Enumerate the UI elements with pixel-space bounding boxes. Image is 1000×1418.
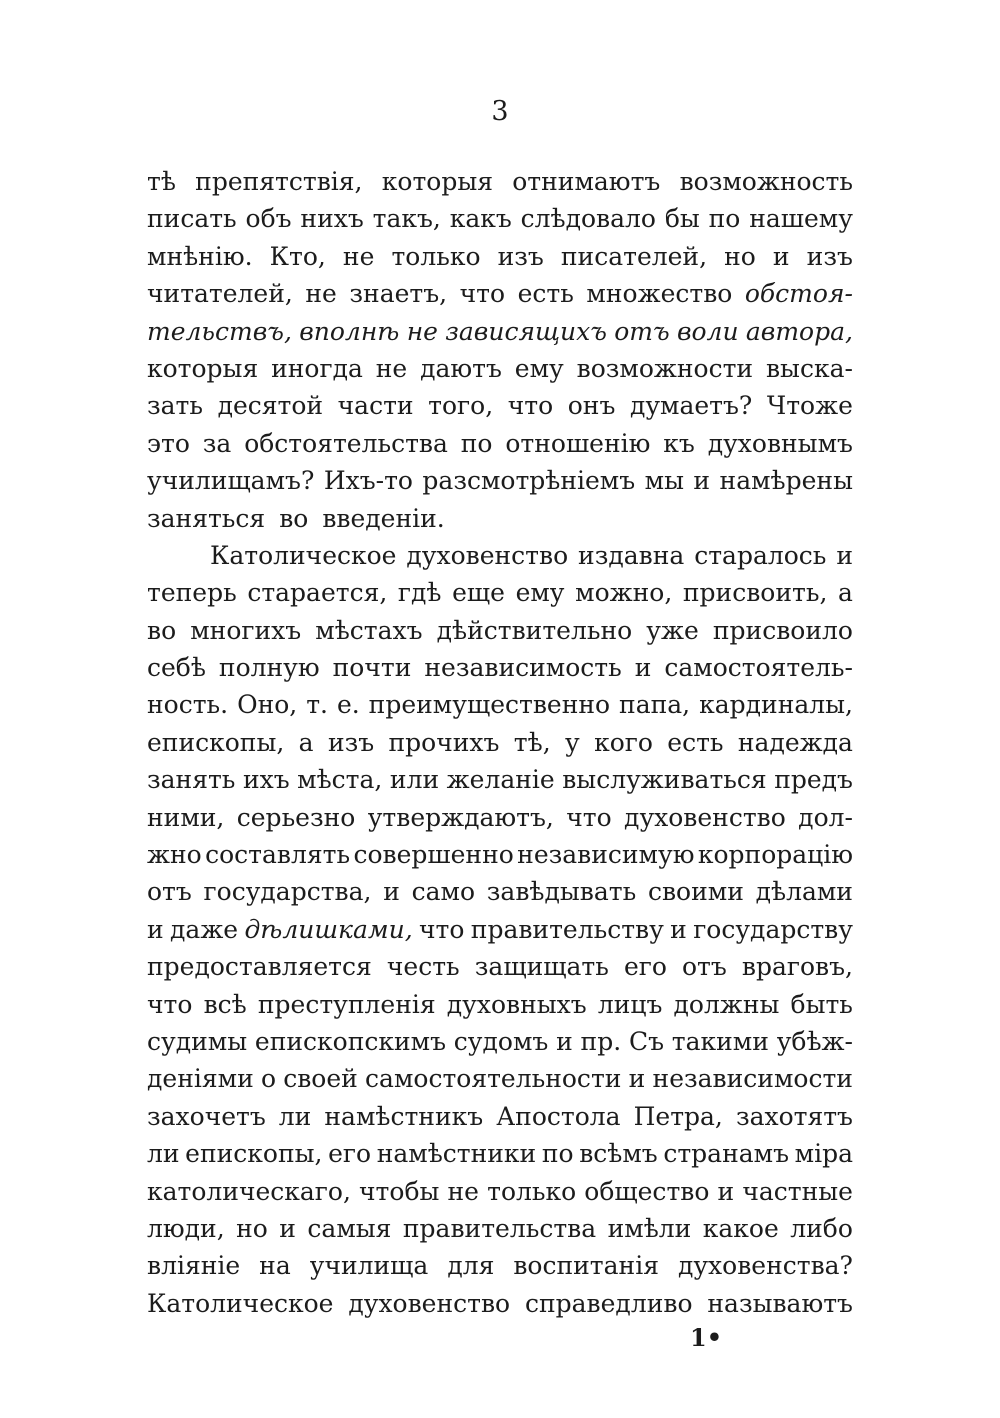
word: честь <box>386 952 460 982</box>
word: намѣстники <box>376 1139 537 1169</box>
word: судомъ <box>453 1026 549 1056</box>
word: отнимаютъ <box>512 167 661 196</box>
word: онъ <box>567 391 616 421</box>
word: множество <box>586 279 733 309</box>
word: и <box>383 877 400 907</box>
word: даютъ <box>420 353 502 383</box>
word: почти <box>332 653 412 683</box>
word: такъ, <box>372 204 441 234</box>
word: десятой <box>217 391 324 421</box>
word: училищамъ? <box>147 466 315 496</box>
word: дѣйствительно <box>436 615 633 645</box>
word: для <box>447 1251 495 1281</box>
word: мнѣнію. <box>147 241 253 271</box>
word: изъ <box>497 241 544 271</box>
word: препятствія, <box>195 167 363 196</box>
text-line <box>147 163 853 200</box>
word: независимости <box>652 1064 853 1094</box>
word: Апостола <box>496 1101 621 1131</box>
word: ность. <box>147 690 229 720</box>
text-line <box>147 1173 853 1210</box>
word: которыя <box>381 167 493 196</box>
word: дѣлишками, <box>244 914 413 944</box>
word: и <box>634 653 652 683</box>
word: ему <box>514 353 564 383</box>
word: имѣли <box>607 1213 692 1243</box>
word: духовныхъ <box>446 989 587 1019</box>
word: на <box>259 1251 291 1281</box>
word: деніями <box>147 1064 254 1094</box>
text-line <box>147 1060 853 1097</box>
word: или <box>389 765 440 795</box>
word: обстоятельства <box>244 428 448 458</box>
word: и <box>693 466 711 496</box>
word: у <box>565 727 580 757</box>
word: только <box>391 241 481 271</box>
word: есть <box>517 279 574 309</box>
word: что <box>147 989 193 1019</box>
word: намѣрены <box>719 466 853 496</box>
word: надежда <box>737 727 853 757</box>
word: дѣлами <box>755 877 853 907</box>
text-line <box>147 1023 853 1060</box>
text-line <box>147 836 853 873</box>
word: и <box>836 540 853 570</box>
word: старалось <box>694 540 827 570</box>
word: самостоятельности <box>365 1064 622 1094</box>
word: Чтоже <box>766 391 853 421</box>
word: старается, <box>247 578 388 608</box>
word: духовенство <box>624 802 786 832</box>
word: многихъ <box>190 615 302 645</box>
word: мѣстахъ <box>315 615 423 645</box>
word: пр. <box>580 1026 622 1056</box>
word: епископскимъ <box>254 1026 447 1056</box>
text-line <box>147 612 853 649</box>
text-line <box>147 350 853 387</box>
word: е. <box>336 690 360 720</box>
word: предъ <box>774 765 853 795</box>
word: и <box>670 914 687 944</box>
text-line <box>147 462 853 499</box>
word: епископы, <box>147 727 285 757</box>
word: міра <box>794 1139 853 1169</box>
word: отношенію <box>505 428 651 458</box>
text-line <box>147 1285 853 1322</box>
word: ему <box>515 578 565 608</box>
word: и <box>147 914 164 944</box>
word: ними, <box>147 802 225 832</box>
word: занять <box>147 765 236 795</box>
word: что <box>507 391 554 421</box>
word: всѣмъ <box>579 1139 658 1169</box>
text-line <box>147 200 853 237</box>
word: преимущественно <box>368 690 611 720</box>
word: Католическое <box>210 540 397 570</box>
word: такими <box>671 1026 769 1056</box>
word: лицъ <box>597 989 663 1019</box>
word: писать <box>147 204 237 234</box>
text-line <box>147 275 853 312</box>
text-line <box>147 761 853 798</box>
word: что <box>459 279 506 309</box>
word: училища <box>309 1251 429 1281</box>
word: правительству <box>470 914 664 944</box>
word: правительства <box>402 1213 597 1243</box>
word: кардиналы, <box>699 690 853 720</box>
word: есть <box>667 727 724 757</box>
word: о <box>260 1064 277 1094</box>
word: отъ <box>682 952 727 982</box>
word: во <box>147 615 177 645</box>
text-line <box>147 948 853 985</box>
word: нихъ <box>300 204 364 234</box>
word: само <box>411 877 476 907</box>
text-line <box>147 238 853 275</box>
word: ли <box>147 1139 180 1169</box>
word: что <box>566 802 612 832</box>
word: убѣж- <box>776 1026 853 1056</box>
word: тѣ, <box>513 727 551 757</box>
word: серьезно <box>236 802 356 832</box>
word: тѣ <box>147 167 176 196</box>
word: преступленія <box>257 989 436 1019</box>
word: Католическое <box>147 1288 334 1318</box>
text-line <box>147 313 853 350</box>
word: духовенство <box>406 540 569 570</box>
word: выслуживаться <box>562 765 767 795</box>
word: предоставляется <box>147 952 372 982</box>
word: возможности <box>576 353 754 383</box>
word: прочихъ <box>388 727 500 757</box>
word: независимость <box>424 653 622 683</box>
text-line <box>147 387 853 424</box>
text-line <box>147 724 853 761</box>
word: теперь <box>147 578 237 608</box>
word: справедливо <box>524 1288 693 1318</box>
word: папа, <box>619 690 691 720</box>
text-line <box>147 873 853 910</box>
text-line <box>147 1247 853 1284</box>
word: а <box>838 578 853 608</box>
word: т. <box>306 690 328 720</box>
word: которыя <box>147 353 259 383</box>
word: еще <box>452 578 505 608</box>
word: выска- <box>765 353 853 383</box>
word: духовенство <box>348 1288 511 1318</box>
word: самостоятель- <box>664 653 853 683</box>
word: не <box>406 316 438 346</box>
text-line <box>147 649 853 686</box>
text-line <box>147 500 853 537</box>
word: нашему <box>749 204 853 234</box>
word: того, <box>428 391 494 421</box>
word: разсмотрѣніемъ <box>422 466 636 496</box>
word: жно <box>147 840 202 870</box>
word: какое <box>702 1213 779 1243</box>
word: судимы <box>147 1026 248 1056</box>
word: Кто, <box>269 241 326 271</box>
word: должны <box>673 989 780 1019</box>
word: во <box>279 503 309 533</box>
word: странамъ <box>663 1139 790 1169</box>
word: читателей, <box>147 279 293 309</box>
word: его <box>328 1139 372 1169</box>
word: за <box>202 428 232 458</box>
word: Петра, <box>633 1101 723 1131</box>
word: совершенно <box>353 840 514 870</box>
word: и <box>556 1026 573 1056</box>
word: всѣ <box>203 989 247 1019</box>
word: тельствъ, <box>147 316 292 346</box>
text-line <box>147 799 853 836</box>
word: возможность <box>679 167 853 196</box>
word: присвоило <box>712 615 853 645</box>
word: не <box>342 241 375 271</box>
word: но <box>724 241 756 271</box>
word: изъ <box>806 241 853 271</box>
word: ихъ <box>242 765 290 795</box>
word: знаетъ, <box>349 279 448 309</box>
text-line <box>147 425 853 462</box>
word: люди, <box>147 1213 225 1243</box>
word: ли <box>278 1101 312 1131</box>
word: своей <box>283 1064 358 1094</box>
word: объ <box>245 204 292 234</box>
word: и <box>279 1213 296 1243</box>
word: но <box>236 1213 268 1243</box>
word: уже <box>646 615 699 645</box>
word: государства, <box>203 877 372 907</box>
word: кого <box>594 727 653 757</box>
word: захотятъ <box>735 1101 853 1131</box>
word: себѣ <box>147 653 206 683</box>
word: быть <box>790 989 853 1019</box>
word: не <box>447 1176 479 1206</box>
word: гдѣ <box>397 578 442 608</box>
word: и <box>717 1176 735 1206</box>
word: защищать <box>474 952 609 982</box>
word: Ихъ-то <box>323 466 413 496</box>
text-line <box>147 537 853 574</box>
word: воли <box>676 316 739 346</box>
word: это <box>147 428 190 458</box>
word: изъ <box>327 727 375 757</box>
word: къ <box>663 428 695 458</box>
word: и <box>772 241 790 271</box>
word: епископы, <box>185 1139 323 1169</box>
word: по <box>541 1139 574 1169</box>
word: автора, <box>745 316 853 346</box>
word: отъ <box>147 877 192 907</box>
word: частные <box>742 1176 853 1206</box>
word: присвоить, <box>682 578 828 608</box>
word: зать <box>147 391 203 421</box>
word: писателей, <box>560 241 708 271</box>
word: намѣстникъ <box>324 1101 484 1131</box>
word: введеніи. <box>322 503 445 533</box>
word: воспитанія <box>513 1251 659 1281</box>
text-line <box>147 986 853 1023</box>
word: и <box>628 1064 646 1094</box>
word: бы <box>664 204 700 234</box>
text-line <box>147 911 853 948</box>
word: желаніе <box>446 765 555 795</box>
word: Оно, <box>237 690 298 720</box>
word: дол- <box>798 802 853 832</box>
word: католическаго, <box>147 1176 351 1206</box>
word: мѣста, <box>297 765 383 795</box>
word: даже <box>170 914 239 944</box>
word: либо <box>790 1213 853 1243</box>
text-line <box>147 574 853 611</box>
word: составлять <box>205 840 351 870</box>
word: духовенства? <box>677 1251 853 1281</box>
word: мы <box>644 466 684 496</box>
word: завѣдывать <box>486 877 637 907</box>
word: а <box>298 727 314 757</box>
text-line <box>147 1135 853 1172</box>
word: самыя <box>307 1213 392 1243</box>
word: не <box>375 353 408 383</box>
word: зависящихъ <box>445 316 607 346</box>
word: общество <box>584 1176 710 1206</box>
body-text <box>147 163 853 1322</box>
word: отъ <box>614 316 670 346</box>
word: части <box>337 391 414 421</box>
word: государству <box>693 914 853 944</box>
word: вліяніе <box>147 1251 241 1281</box>
text-line <box>147 1098 853 1135</box>
word: чтобы <box>359 1176 440 1206</box>
text-line <box>147 686 853 723</box>
word: называютъ <box>707 1288 853 1318</box>
word: его <box>623 952 667 982</box>
word: вполнѣ <box>299 316 400 346</box>
word: думаетъ? <box>629 391 753 421</box>
signature-mark: 1• <box>690 1323 723 1352</box>
word: по <box>460 428 493 458</box>
word: полную <box>218 653 320 683</box>
word: заняться <box>147 503 266 533</box>
word: не <box>305 279 337 309</box>
word: враговъ, <box>741 952 853 982</box>
word: захочетъ <box>147 1101 266 1131</box>
word: можно, <box>575 578 673 608</box>
text-line <box>147 1210 853 1247</box>
word: утверждаютъ, <box>367 802 554 832</box>
word: своими <box>647 877 744 907</box>
word: только <box>487 1176 577 1206</box>
word: корпорацію <box>697 840 853 870</box>
word: слѣдовало <box>520 204 656 234</box>
word: обстоя- <box>744 279 853 309</box>
word: какъ <box>449 204 512 234</box>
word: духовнымъ <box>707 428 853 458</box>
word: издавна <box>578 540 685 570</box>
word: по <box>708 204 741 234</box>
word: что <box>419 914 465 944</box>
page-number: 3 <box>491 96 509 127</box>
word: Съ <box>628 1026 664 1056</box>
word: иногда <box>271 353 363 383</box>
word: независимую <box>517 840 695 870</box>
